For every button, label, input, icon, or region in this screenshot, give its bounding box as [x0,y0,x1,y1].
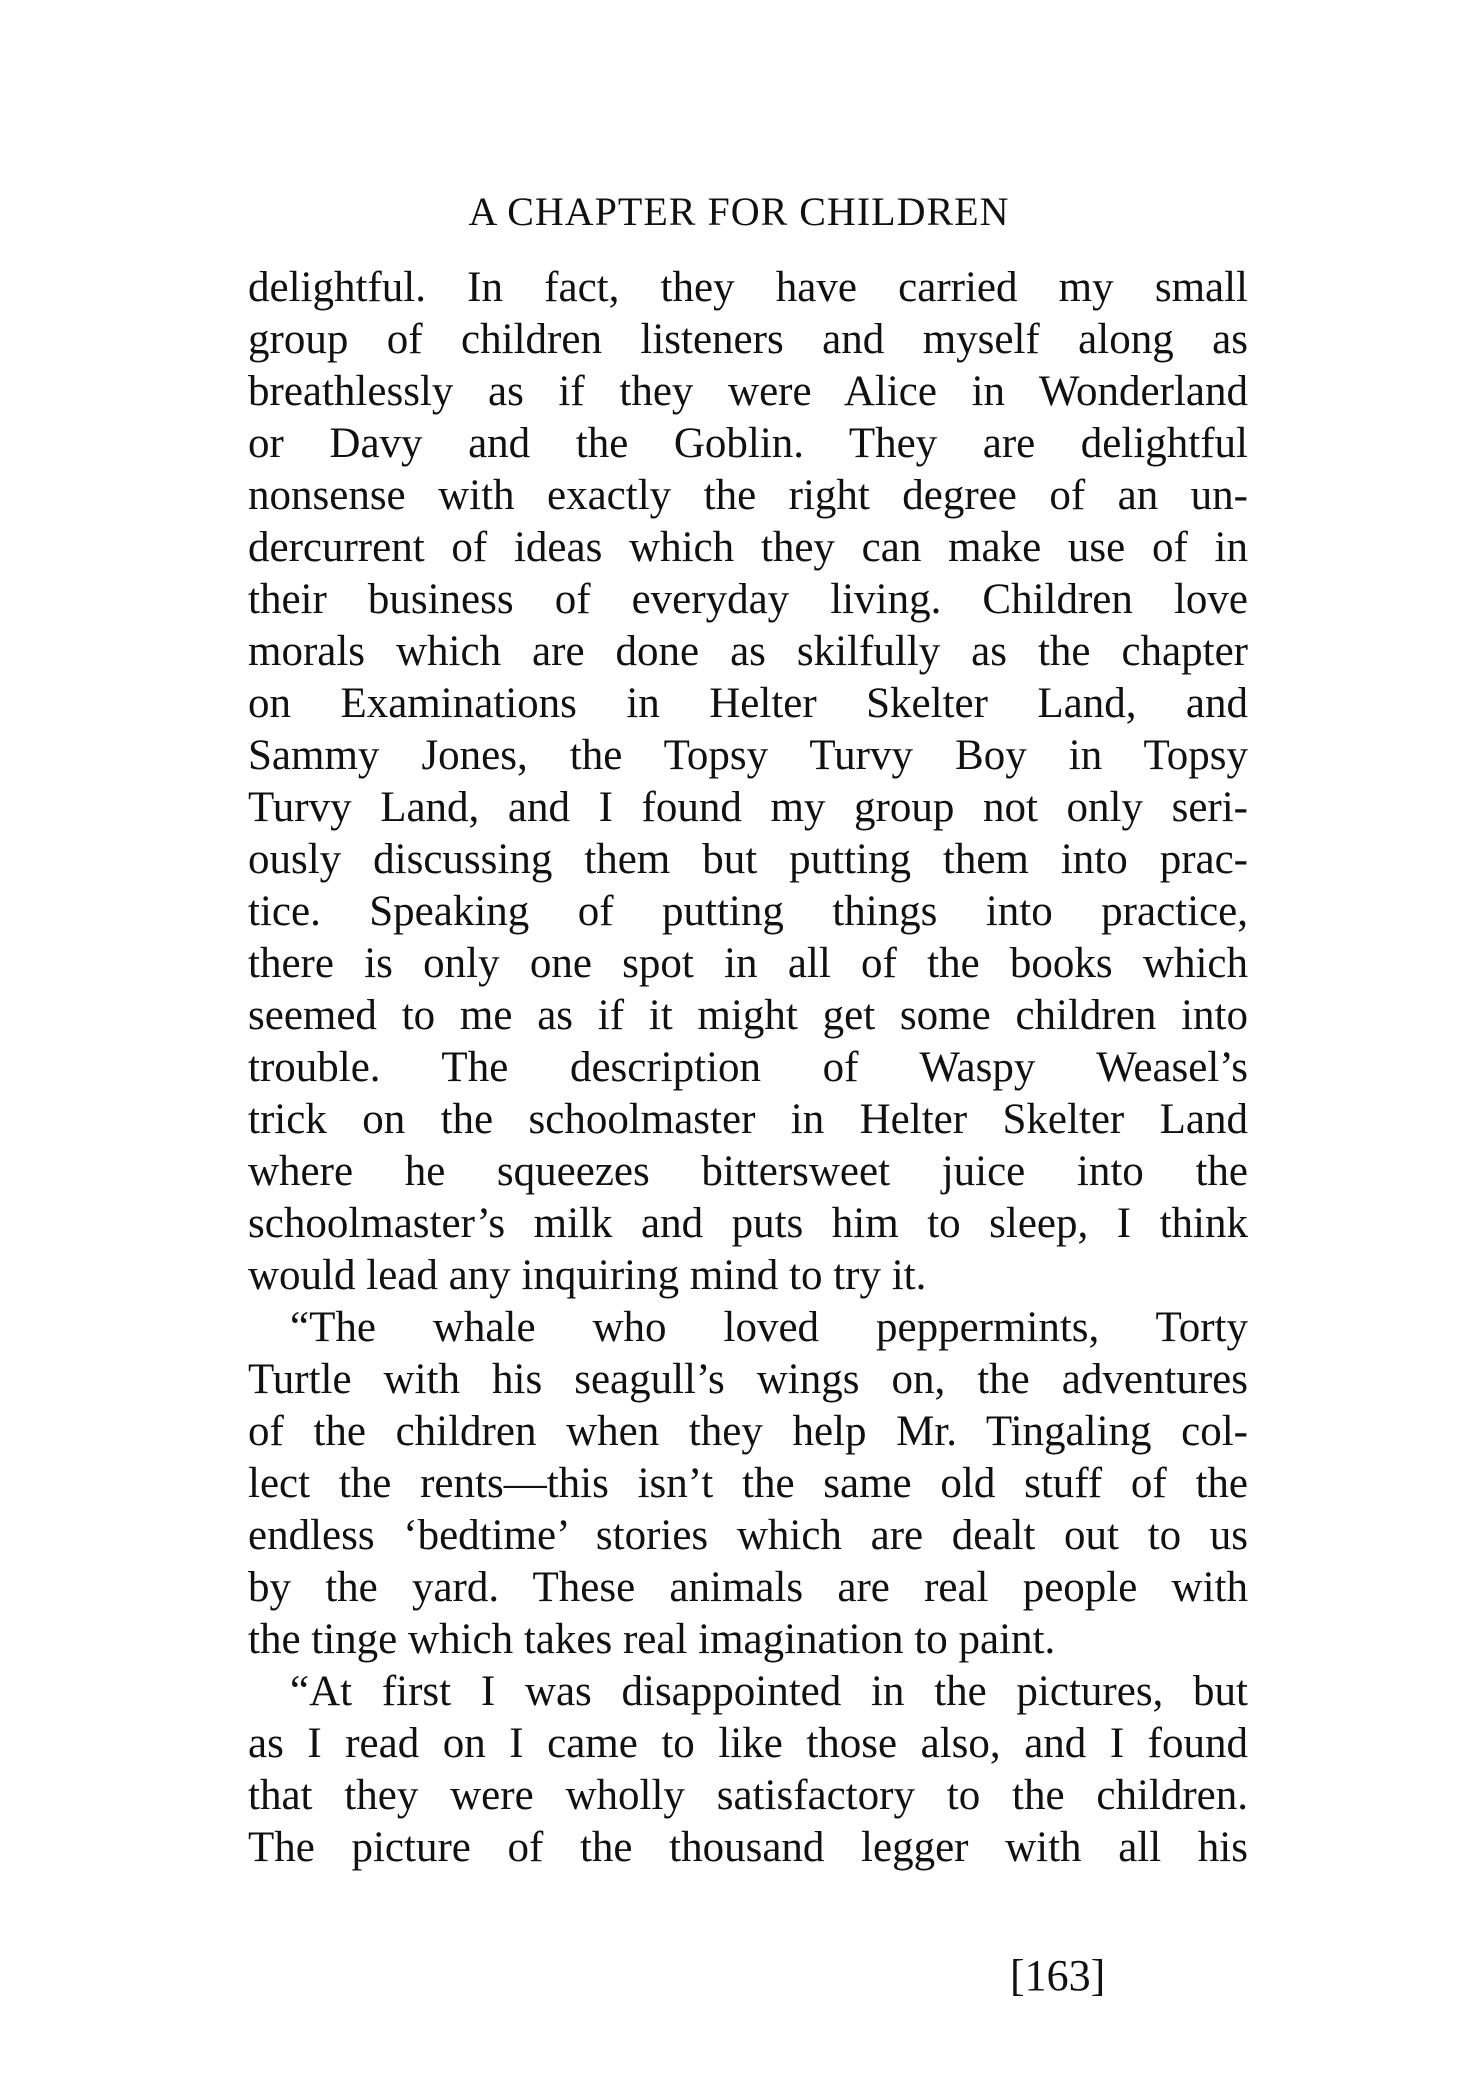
text-line: seemed to me as if it might get some children into [248,992,1248,1039]
text-line: that they were wholly satisfactory to the children. [248,1772,1248,1819]
text-line: Turvy Land, and I found my group not only seri- [248,784,1248,831]
text-line: morals which are done as skilfully as the chapter [248,628,1248,675]
text-line: ously discussing them but putting them into prac- [248,836,1248,883]
text-line: by the yard. These animals are real people with [248,1564,1248,1611]
text-line: tice. Speaking of putting things into practice, [248,888,1248,935]
text-line: The picture of the thousand legger with all his [248,1824,1248,1871]
text-line: nonsense with exactly the right degree of an un- [248,472,1248,519]
text-line: of the children when they help Mr. Tingaling col- [248,1408,1248,1455]
text-line: on Examinations in Helter Skelter Land, and [248,680,1248,727]
text-line: Turtle with his seagull’s wings on, the adventures [248,1356,1248,1403]
text-line: endless ‘bedtime’ stories which are dealt out to us [248,1512,1248,1559]
text-line: Sammy Jones, the Topsy Turvy Boy in Topsy [248,732,1248,779]
running-head: A CHAPTER FOR CHILDREN [468,189,1010,234]
text-line: “At first I was disappointed in the pictures, but [290,1668,1248,1715]
text-line: or Davy and the Goblin. They are delightful [248,420,1248,467]
text-line: delightful. In fact, they have carried my small [248,264,1248,311]
text-line: “The whale who loved peppermints, Torty [290,1304,1248,1351]
text-line: would lead any inquiring mind to try it. [248,1252,927,1299]
text-line: group of children listeners and myself along as [248,316,1248,363]
text-line: the tinge which takes real imagination to paint. [248,1616,1056,1663]
text-line: as I read on I came to like those also, and I found [248,1720,1248,1767]
page-number: [163] [1010,1951,1106,2000]
text-line: trouble. The description of Waspy Weasel’s [248,1044,1248,1091]
text-line: their business of everyday living. Children love [248,576,1248,623]
text-line: breathlessly as if they were Alice in Wonderland [248,368,1248,415]
text-line: there is only one spot in all of the books which [248,940,1248,987]
text-line: dercurrent of ideas which they can make use of in [248,524,1248,571]
text-line: where he squeezes bittersweet juice into the [248,1148,1248,1195]
body-text [248,262,1248,1874]
text-line: lect the rents—this isn’t the same old stuff of the [248,1460,1248,1507]
text-line: schoolmaster’s milk and puts him to sleep, I think [248,1200,1248,1247]
text-line: trick on the schoolmaster in Helter Skelter Land [248,1096,1248,1143]
